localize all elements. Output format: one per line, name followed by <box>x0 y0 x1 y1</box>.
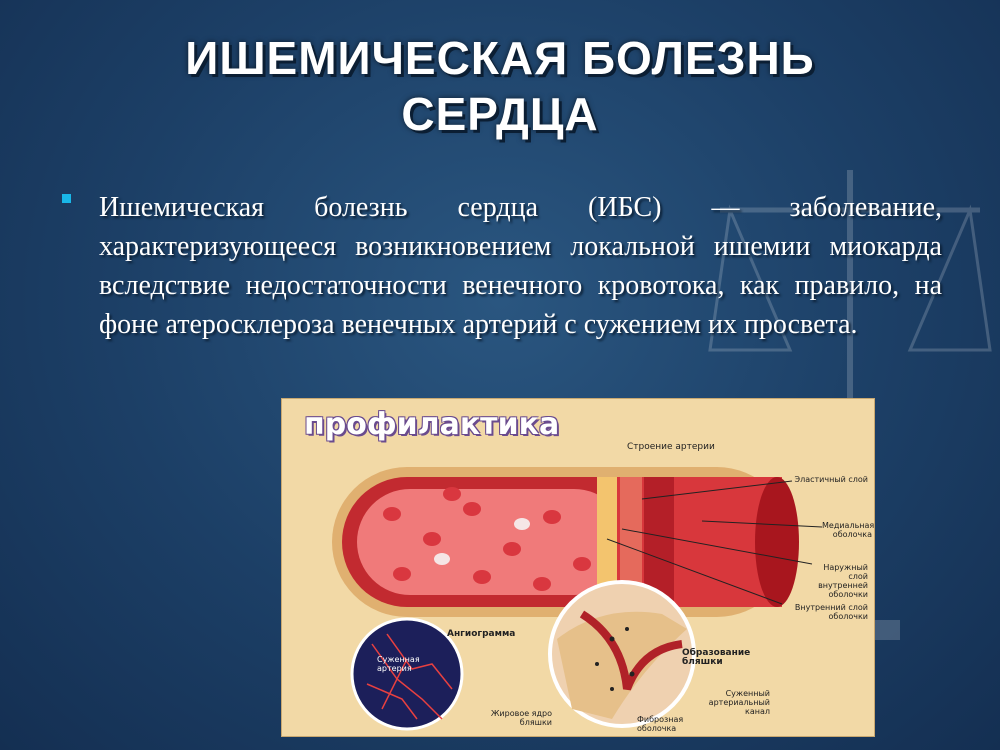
bullet-marker-icon <box>62 194 71 203</box>
artery-diagram <box>282 399 874 736</box>
bullet-text: Ишемическая болезнь сердца (ИБС) — заболевание, характеризующееся возникновением локальной ишемии миокарда вследствие недостаточности венечного кровотока, как правило, на фоне атеросклероза венечных артерий с сужением их просвета. <box>99 192 942 340</box>
figure-title: профилактика <box>304 407 560 442</box>
label-fibrous-cap: Фиброзная оболочка <box>637 715 684 733</box>
label-inner-layer: Внутренний слой оболочки <box>794 603 868 621</box>
title-line-2: СЕРДЦА <box>401 88 599 140</box>
label-plaque-formation: Образование бляшки <box>682 648 751 667</box>
angiogram-circle <box>352 619 462 729</box>
title-line-1: ИШЕМИЧЕСКАЯ БОЛЕЗНЬ <box>185 32 815 84</box>
label-narrowed-channel: Суженный артериальный канал <box>708 689 770 716</box>
label-fatty-core: Жировое ядро бляшки <box>490 709 552 727</box>
label-narrowed-artery: Суженная артерия <box>377 655 420 673</box>
label-elastic-layer: Эластичный слой <box>794 475 868 484</box>
label-medial-layer: Медиальная оболочка <box>822 521 875 539</box>
bullet-item <box>62 188 942 344</box>
artery-illustration <box>281 398 875 737</box>
label-artery-structure: Строение артерии <box>627 442 715 452</box>
label-angiogram: Ангиограмма <box>447 629 516 639</box>
label-outer-layer: Наружный слой внутренней оболочки <box>818 563 868 599</box>
slide-title <box>0 30 1000 142</box>
